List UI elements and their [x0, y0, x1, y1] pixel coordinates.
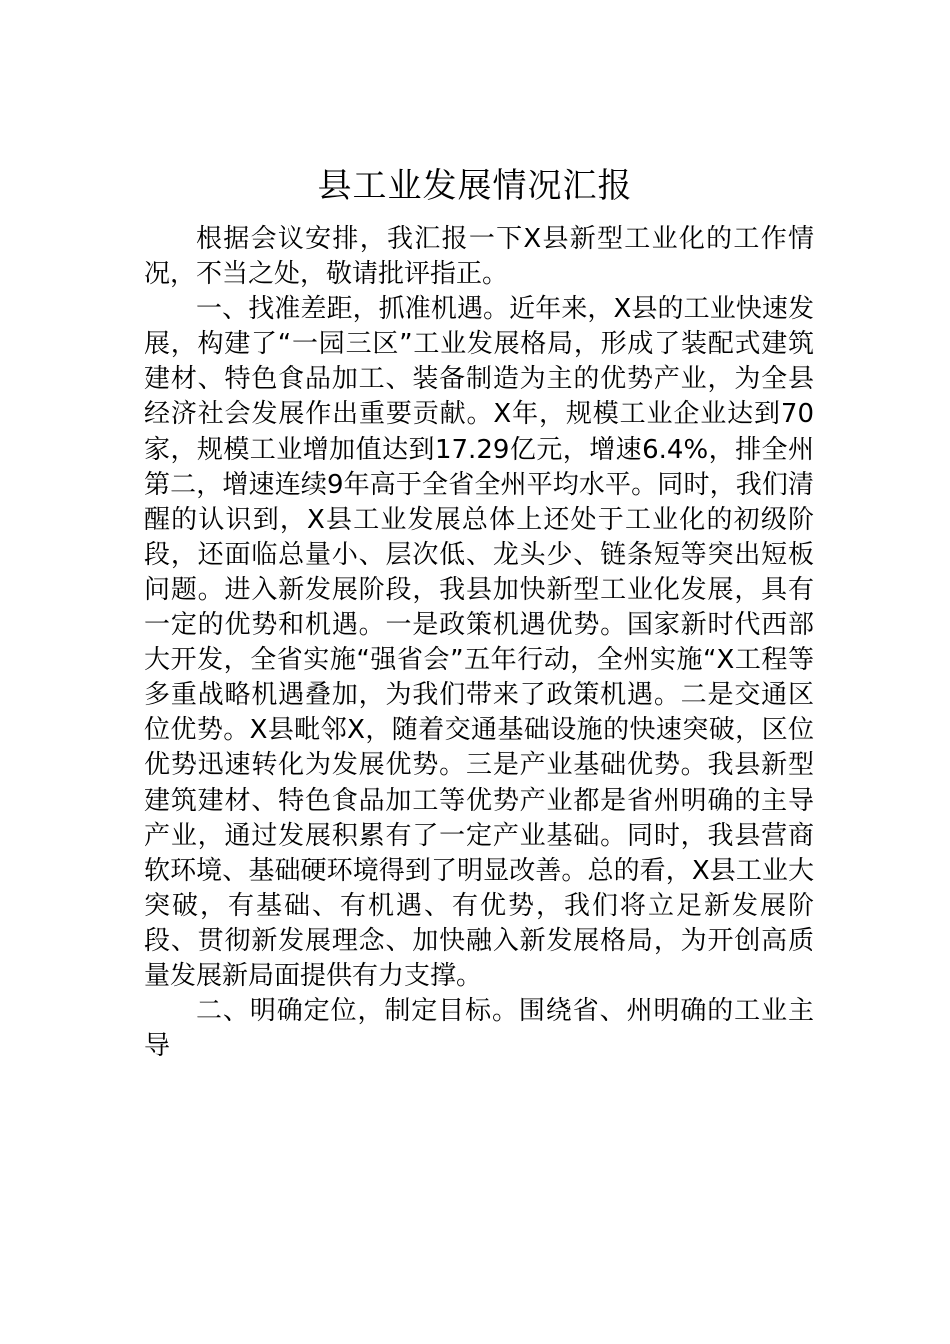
document-body: [144, 222, 814, 1064]
paragraph-section-two: 二、明确定位，制定目标。围绕省、州明确的工业主导: [144, 996, 814, 1062]
document-title: 县工业发展情况汇报: [317, 166, 633, 206]
paragraph-section-one: 一、找准差距，抓准机遇。近年来，X县的工业快速发展，构建了“一园三区”工业发展格局，形成了装配式建筑建材、特色食品加工、装备制造为主的优势产业，为全县经济社会发展作出重要贡献。X年，规模工业企业达到70家，规模工业增加值达到17.29亿元，增速6.4%，排全州第二，增速连续9年高于全省全州平均水平。同时，我们清醒的认识到，X县工业发展总体上还处于工业化的初级阶段，还面临总量小、层次低、龙头少、链条短等突出短板问题。进入新发展阶段，我县加快新型工业化发展，具有一定的优势和机遇。一是政策机遇优势。国家新时代西部大开发，全省实施“强省会”五年行动，全州实施“X工程等多重战略机遇叠加，为我们带来了政策机遇。二是交通区位优势。X县毗邻X，随着交通基础设施的快速突破，区位优势迅速转化为发展优势。三是产业基础优势。我县新型建筑建材、特色食品加工等优势产业都是省州明确的主导产业，通过发展积累有了一定产业基础。同时，我县营商软环境、基础硬环境得到了明显改善。总的看，X县工业大突破，有基础、有机遇、有优势，我们将立足新发展阶段、贯彻新发展理念、加快融入新发展格局，为开创高质量发展新局面提供有力支撑。: [144, 294, 814, 991]
paragraph-intro: 根据会议安排，我汇报一下X县新型工业化的工作情况，不当之处，敬请批评指正。: [144, 224, 814, 290]
